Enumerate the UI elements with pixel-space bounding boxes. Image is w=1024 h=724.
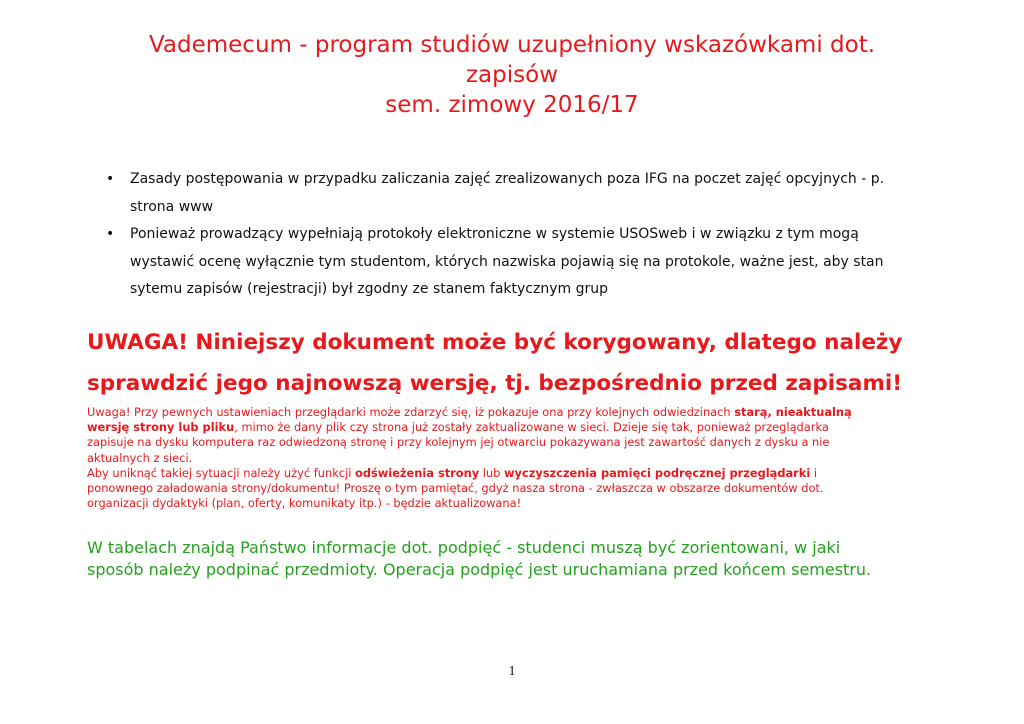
note-emphasis: wyczyszczenia pamięci podręcznej przeglądarki — [504, 465, 811, 480]
title-line-1: Vademecum - program studiów uzupełniony wskazówkami dot. — [148, 32, 876, 58]
note-line-3: zapisuje na dysku komputera raz odwiedzoną stronę i przy kolejnym jej otwarciu pokazywana jest zawartość danych z dysku a nie — [87, 435, 830, 450]
note-line-1 — [87, 405, 917, 420]
note-text: Uwaga! Przy pewnych ustawieniach przeglądarki może zdarzyć się, iż pokazuje ona przy kolejnych odwiedzinach — [87, 405, 735, 419]
browser-cache-note — [87, 405, 917, 511]
note-line-2 — [87, 420, 917, 435]
bullet-1-line-1: Zasady postępowania w przypadku zaliczania zajęć zrealizowanych poza IFG na poczet zajęć opcyjnych - p. — [130, 171, 885, 187]
note-text: lub — [479, 465, 505, 480]
title-line-3: sem. zimowy 2016/17 — [385, 92, 639, 118]
document-title — [100, 30, 924, 120]
bullet-2-line-1: Ponieważ prowadzący wypełniają protokoły elektroniczne w systemie USOSweb i w związku z tym mogą — [130, 226, 859, 242]
bullet-1-line-2: strona www — [130, 198, 214, 215]
info-line-2: sposób należy podpinać przedmioty. Operacja podpięć jest uruchamiana przed końcem semestru. — [87, 560, 872, 579]
page-number: 1 — [508, 664, 516, 679]
warning-line-2: sprawdzić jego najnowszą wersję, tj. bezpośrednio przed zapisami! — [87, 371, 903, 396]
bullet-icon: • — [106, 226, 115, 242]
warning-heading — [87, 322, 947, 404]
note-emphasis: wersję strony lub pliku — [87, 420, 235, 435]
info-line-1: W tabelach znajdą Państwo informacje dot. podpięć - studenci muszą być zorientowani, w jaki — [87, 538, 841, 557]
title-line-2: zapisów — [465, 62, 559, 88]
note-line-7: organizacji dydaktyki (plan, oferty, komunikaty itp.) - będzie aktualizowana! — [87, 496, 522, 511]
list-item — [102, 221, 932, 304]
list-item — [102, 166, 932, 221]
bullet-list — [102, 166, 932, 304]
bullet-2-line-3: sytemu zapisów (rejestracji) był zgodny ze stanem faktycznym grup — [130, 281, 608, 297]
note-line-6: ponownego załadowania strony/dokumentu! Proszę o tym pamiętać, gdyż nasza strona - zwłaszcza w obszarze dokumentów dot. — [87, 481, 824, 496]
note-emphasis: starą, nieaktualną — [734, 405, 852, 419]
note-line-4: aktualnych z sieci. — [87, 450, 193, 465]
info-paragraph — [87, 537, 947, 581]
note-text: , mimo że dany plik czy strona już zostały zaktualizowane w sieci. Dzieje się tak, ponieważ przeglądarka — [234, 420, 829, 435]
note-text: i — [810, 465, 818, 480]
bullet-icon: • — [106, 171, 115, 187]
bullet-2-line-2: wystawić ocenę wyłącznie tym studentom, których nazwiska pojawią się na protokole, ważne jest, aby stan — [130, 253, 884, 270]
note-text: Aby uniknąć takiej sytuacji należy użyć funkcji — [87, 465, 356, 480]
note-emphasis: odświeżenia strony — [355, 465, 480, 480]
note-line-5 — [87, 466, 917, 481]
warning-line-1: UWAGA! Niniejszy dokument może być korygowany, dlatego należy — [87, 330, 903, 355]
